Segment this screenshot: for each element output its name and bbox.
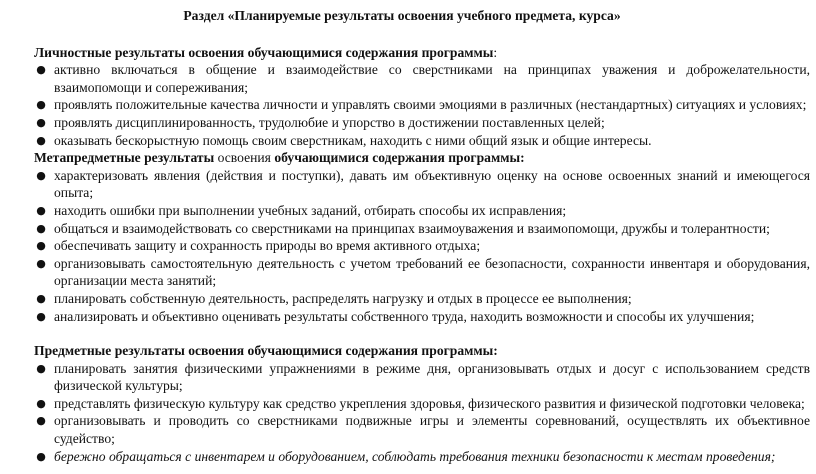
list-item (34, 290, 810, 308)
list-item-text: обеспечивать защиту и сохранность природы во время активного отдыха; (54, 238, 481, 254)
bullet-icon: ● (36, 256, 46, 270)
list-item (34, 360, 810, 395)
personal-results-list (34, 61, 810, 149)
section-heading-subject (34, 342, 810, 360)
list-item-text: находить ошибки при выполнении учебных заданий, отбирать способы их исправления; (54, 202, 567, 218)
list-item (34, 412, 810, 447)
heading-subject-bold: Предметные результаты освоения обучающимися содержания программы: (34, 343, 498, 359)
list-item (34, 202, 810, 220)
bullet-icon: ● (36, 98, 46, 112)
bullet-icon: ● (36, 168, 46, 182)
list-item (34, 132, 810, 150)
list-item-text: организовывать самостоятельную деятельность с учетом требований ее безопасности, сохранности инвентаря и оборудования, организации места занятий; (54, 255, 810, 289)
list-item (34, 255, 810, 290)
document-title: Раздел «Планируемые результаты освоения учебного предмета, курса» (183, 8, 621, 23)
bullet-icon: ● (36, 63, 46, 77)
section-heading-personal (34, 44, 810, 62)
list-item-text: проявлять положительные качества личности и управлять своими эмоциями в различных (нестандартных) ситуациях и условиях; (54, 97, 807, 113)
heading-meta-normal: освоения (214, 150, 275, 166)
bullet-icon: ● (36, 239, 46, 253)
bullet-icon: ● (36, 291, 46, 305)
list-item (34, 114, 810, 132)
list-item (34, 220, 810, 238)
list-item (34, 395, 810, 413)
bullet-icon: ● (36, 115, 46, 129)
bullet-icon: ● (36, 414, 46, 428)
list-item-text: организовывать и проводить со сверстниками подвижные игры и элементы соревнований, осуществлять их объективное судейство; (54, 413, 810, 447)
list-item-text: планировать собственную деятельность, распределять нагрузку и отдых в процессе ее выполнения; (54, 290, 632, 306)
list-item-text: оказывать бескорыстную помощь своим сверстникам, находить с ними общий язык и общие интересы. (54, 132, 652, 148)
bullet-icon: ● (36, 396, 46, 410)
bullet-icon: ● (36, 203, 46, 217)
list-item-text: представлять физическую культуру как средство укрепления здоровья, физического развития и физической подготовки человека; (54, 395, 805, 411)
list-item (34, 167, 810, 202)
list-item-text: бережно обращаться с инвентарем и оборудованием, соблюдать требования техники безопасности к местам проведения; (54, 448, 776, 464)
list-item (34, 237, 810, 255)
list-item (34, 308, 810, 326)
section-heading-metasubject (34, 149, 810, 167)
section-spacer (34, 325, 810, 342)
heading-personal-bold: Личностные результаты освоения обучающимися содержания программы (34, 44, 494, 60)
list-item-text: общаться и взаимодействовать со сверстниками на принципах взаимоуважения и взаимопомощи, дружбы и толерантности; (54, 220, 770, 236)
heading-meta-bold: Метапредметные результаты (34, 150, 215, 166)
list-item-text: планировать занятия физическими упражнениями в режиме дня, организовывать отдых и досуг с использованием средств физической культуры; (54, 360, 810, 394)
bullet-icon: ● (36, 133, 46, 147)
subject-results-list (34, 360, 810, 466)
bullet-icon: ● (36, 449, 46, 463)
list-item-text: анализировать и объективно оценивать результаты собственного труда, находить возможности и способы их улучшения; (54, 308, 755, 324)
list-item (34, 61, 810, 96)
metasubject-results-list (34, 167, 810, 325)
list-item-text: активно включаться в общение и взаимодействие со сверстниками на принципах уважения и доброжелательности, взаимопомощи и сопереживания; (54, 62, 810, 95)
bullet-icon: ● (36, 309, 46, 323)
list-item (34, 448, 810, 466)
heading-personal-tail: : (493, 44, 498, 60)
bullet-icon: ● (36, 221, 46, 235)
list-item-text: характеризовать явления (действия и поступки), давать им объективную оценку на основе освоенных знаний и имеющегося опыта; (54, 167, 810, 201)
list-item (34, 96, 810, 114)
list-item-text: проявлять дисциплинированность, трудолюбие и упорство в достижении поставленных целей; (54, 114, 605, 130)
bullet-icon: ● (36, 361, 46, 375)
heading-meta-bold2: обучающимися содержания программы: (274, 150, 525, 166)
